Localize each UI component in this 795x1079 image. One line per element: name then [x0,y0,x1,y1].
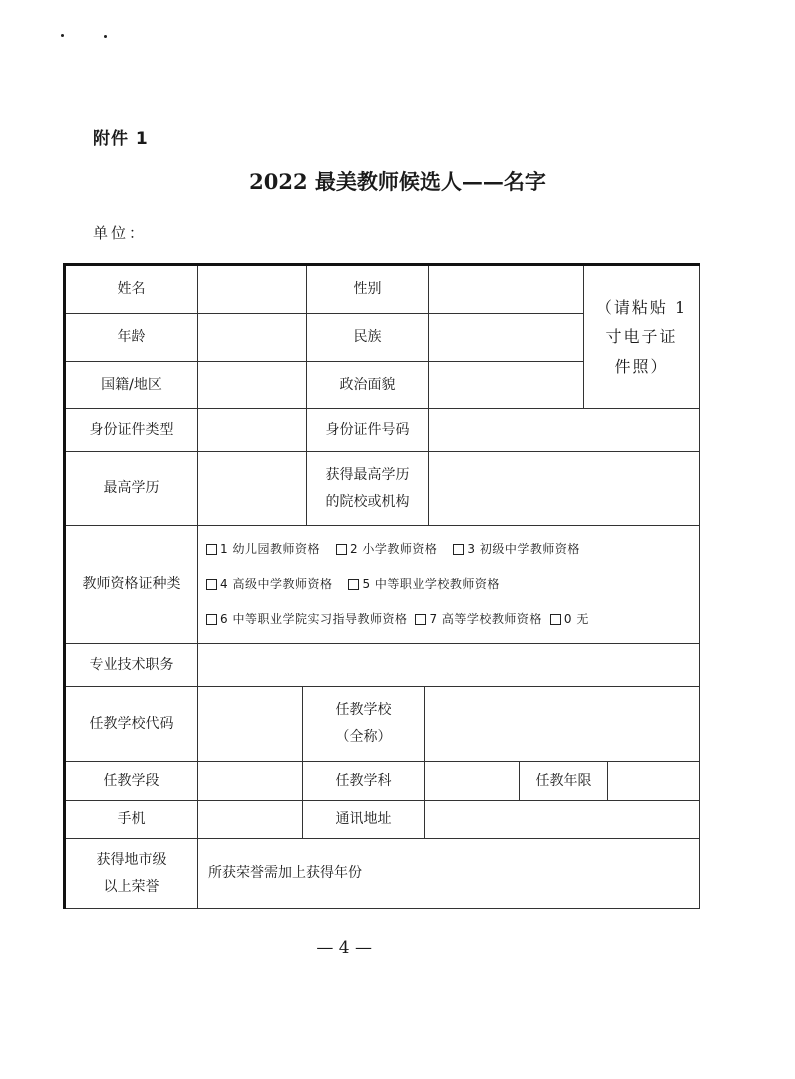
photo-box[interactable] [584,266,700,409]
years-label: 任教年限 [520,762,608,801]
candidate-form [63,263,700,909]
checkbox[interactable] [550,614,561,625]
gender-field[interactable] [429,266,584,314]
name-field[interactable] [198,266,307,314]
school-label-line: （全称） [335,729,392,745]
age-label: 年龄 [66,314,198,362]
cert-option[interactable]: 2 小学教师资格 [336,538,437,561]
cert-option[interactable]: 5 中等职业学校教师资格 [348,573,499,596]
honors-label [66,839,198,909]
checkbox[interactable] [453,544,464,555]
institution-label [307,452,429,526]
education-field[interactable] [198,452,307,526]
cert-option[interactable]: 7 高等学校教师资格 [415,608,541,631]
id-type-field[interactable] [198,409,307,452]
id-type-label: 身份证件类型 [66,409,198,452]
nationality-field[interactable] [198,362,307,409]
attachment-label: 附件 1 [93,129,149,149]
checkbox[interactable] [415,614,426,625]
name-label: 姓名 [66,266,198,314]
cert-option-row [206,608,589,631]
address-field[interactable] [425,801,700,839]
institution-label-line: 的院校或机构 [325,493,410,510]
cert-option[interactable]: 3 初级中学教师资格 [453,538,579,561]
checkbox[interactable] [206,614,217,625]
pro-title-label: 专业技术职务 [66,644,198,687]
cert-options [198,526,700,644]
cert-option-row [206,538,580,561]
id-number-field[interactable] [429,409,700,452]
scan-dot [61,34,64,37]
school-label [303,687,425,762]
checkbox[interactable] [348,579,359,590]
photo-note-line: 寸电子证 [605,327,678,347]
honors-field[interactable] [198,839,700,909]
cert-option[interactable]: 1 幼儿园教师资格 [206,538,320,561]
political-label: 政治面貌 [307,362,429,409]
stage-field[interactable] [198,762,303,801]
years-field[interactable] [608,762,700,801]
phone-label: 手机 [66,801,198,839]
nationality-label: 国籍/地区 [66,362,198,409]
school-code-label: 任教学校代码 [66,687,198,762]
stage-label: 任教学段 [66,762,198,801]
photo-note-line: （请粘贴 1 [595,297,688,317]
school-label-line: 任教学校 [335,702,392,719]
age-field[interactable] [198,314,307,362]
checkbox[interactable] [206,579,217,590]
scan-dot [104,35,107,38]
photo-note-line: 件照） [614,356,669,376]
checkbox[interactable] [206,544,217,555]
pro-title-field[interactable] [198,644,700,687]
ethnicity-label: 民族 [307,314,429,362]
cert-option[interactable]: 0 无 [550,608,589,631]
cert-option[interactable]: 6 中等职业学院实习指导教师资格 [206,608,407,631]
unit-label: 单位： [93,224,148,242]
cert-option-row [206,573,500,596]
honors-label-line: 获得地市级 [96,851,167,868]
institution-field[interactable] [429,452,700,526]
subject-field[interactable] [425,762,520,801]
school-field[interactable] [425,687,700,762]
checkbox[interactable] [336,544,347,555]
subject-label: 任教学科 [303,762,425,801]
gender-label: 性别 [307,266,429,314]
school-code-field[interactable] [198,687,303,762]
phone-field[interactable] [198,801,303,839]
honors-label-line: 以上荣誉 [103,878,160,895]
address-label: 通讯地址 [303,801,425,839]
education-label: 最高学历 [66,452,198,526]
page-number: — 4 — [316,938,372,958]
ethnicity-field[interactable] [429,314,584,362]
institution-label-line: 获得最高学历 [325,466,410,483]
page-title: 2022 最美教师候选人——名字 [249,169,546,194]
political-field[interactable] [429,362,584,409]
cert-label: 教师资格证种类 [66,526,198,644]
cert-option[interactable]: 4 高级中学教师资格 [206,573,332,596]
id-number-label: 身份证件号码 [307,409,429,452]
honors-hint: 所获荣誉需加上获得年份 [208,865,362,882]
